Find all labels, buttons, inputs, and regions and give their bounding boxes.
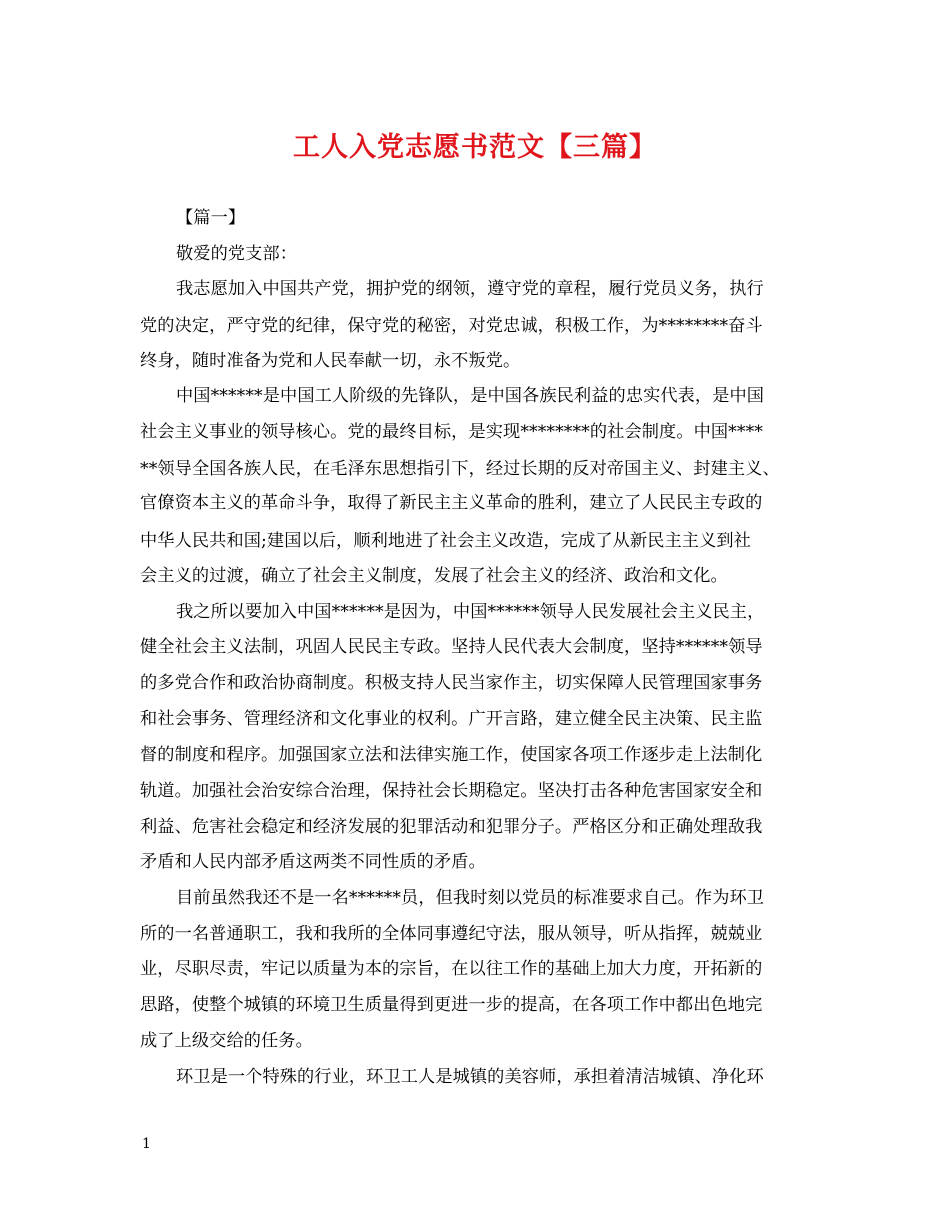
text-line: 终身，随时准备为党和人民奉献一切，永不叛党。 (140, 351, 521, 371)
salutation: 敬爱的党支部： (176, 244, 298, 264)
text-line: 业，尽职尽责，牢记以质量为本的宗旨，在以往工作的基础上加大力度，开拓新的 (140, 959, 763, 979)
text-line: 和社会事务、管理经济和文化事业的权利。广开言路，建立健全民主决策、民主监 (140, 709, 763, 729)
text-line: 目前虽然我还不是一名******员，但我时刻以党员的标准要求自己。作为环卫 (176, 888, 765, 908)
text-line: 思路，使整个城镇的环境卫生质量得到更进一步的提高，在各项工作中都出色地完 (140, 995, 763, 1015)
text-line: 党的决定，严守党的纪律，保守党的秘密，对党忠诚，积极工作，为********奋斗 (140, 316, 763, 336)
text-line: 我之所以要加入中国******是因为，中国******领导人民发展社会主义民主， (176, 602, 765, 622)
text-line: 健全社会主义法制，巩固人民民主专政。坚持人民代表大会制度，坚持******领导 (140, 637, 763, 657)
text-line: 利益、危害社会稳定和经济发展的犯罪活动和犯罪分子。严格区分和正确处理敌我 (140, 817, 763, 837)
page-title: 工人入党志愿书范文【三篇】 (293, 132, 657, 163)
text-line: 的多党合作和政治协商制度。积极支持人民当家作主，切实保障人民管理国家事务 (140, 673, 763, 693)
text-line: 所的一名普通职工，我和我所的全体同事遵纪守法，服从领导，听从指挥，兢兢业 (140, 924, 763, 944)
text-line: 我志愿加入中国共产党，拥护党的纲领，遵守党的章程，履行党员义务，执行 (176, 279, 764, 299)
text-line: 会主义的过渡，确立了社会主义制度，发展了社会主义的经济、政治和文化。 (140, 566, 728, 586)
text-line: **领导全国各族人民，在毛泽东思想指引下，经过长期的反对帝国主义、封建主义、 (140, 459, 780, 479)
page-number: 1 (142, 1136, 151, 1152)
text-line: 中华人民共和国;建国以后，顺利地进了社会主义改造，完成了从新民主主义到社 (140, 531, 751, 551)
text-line: 成了上级交给的任务。 (140, 1031, 313, 1051)
text-line: 矛盾和人民内部矛盾这两类不同性质的矛盾。 (140, 852, 486, 872)
text-line: 社会主义事业的领导核心。党的最终目标，是实现********的社会制度。中国**** (140, 422, 763, 442)
text-line: 督的制度和程序。加强国家立法和法律实施工作，使国家各项工作逐步走上法制化 (140, 745, 763, 765)
text-line: 轨道。加强社会治安综合治理，保持社会长期稳定。坚决打击各种危害国家安全和 (140, 781, 763, 801)
text-line: 环卫是一个特殊的行业，环卫工人是城镇的美容师，承担着清洁城镇、净化环 (176, 1067, 764, 1087)
text-line: 官僚资本主义的革命斗争，取得了新民主主义革命的胜利，建立了人民民主专政的 (140, 493, 763, 513)
section-heading: 【篇一】 (176, 208, 246, 228)
text-line: 中国******是中国工人阶级的先锋队，是中国各族民利益的忠实代表，是中国 (176, 386, 765, 406)
